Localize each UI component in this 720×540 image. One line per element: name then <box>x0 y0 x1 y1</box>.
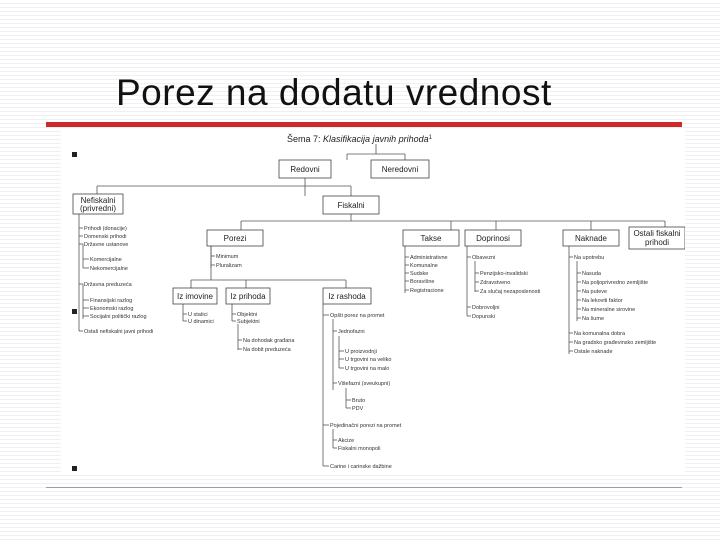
node-fiskalni-label: Fiskalni <box>337 201 365 210</box>
list-item: Ekonomski razlog <box>90 306 134 312</box>
list-item: Na poljoprivredno zemljište <box>582 280 649 286</box>
bottom-rule <box>46 487 682 488</box>
figure-caption: Šema 7: Klasifikacija javnih prihoda$^1$ <box>287 134 432 144</box>
list-item: Na šume <box>582 316 605 322</box>
list-item: Finansijski razlog <box>90 298 133 304</box>
list-item: Dopunski <box>472 314 495 320</box>
list-item: U trgovini na veliko <box>345 357 392 363</box>
node-nefiskalni-label-2: (privredni) <box>79 204 117 213</box>
list-item: Na dobit preduzeća <box>243 347 291 353</box>
node-takse-label: Takse <box>420 234 442 243</box>
list-item: Nekomercijalne <box>90 266 128 272</box>
list-item: Opšti porez na promet <box>330 313 385 319</box>
list-item: Pojedinačni porezi na promet <box>330 423 402 429</box>
list-item: Dobrovoljni <box>472 305 500 311</box>
list-item: Državna preduzeća <box>84 282 132 288</box>
bullet-marker <box>72 309 77 314</box>
classification-diagram <box>61 128 685 474</box>
title-underline <box>46 122 682 127</box>
list-item: Sudske <box>410 271 429 277</box>
list-item: Penzijsko-invalidski <box>480 271 528 277</box>
node-iz-rashoda-label: Iz rashoda <box>328 292 366 301</box>
list-item: U dinamici <box>188 319 214 325</box>
node-ostali-label: Ostali fiskalni <box>633 229 681 238</box>
node-ostali-label-2: prihodi <box>644 238 670 247</box>
list-item: Bruto <box>352 398 366 404</box>
slide-title: Porez na dodatu vrednost <box>116 72 552 113</box>
bullet-marker <box>72 466 77 471</box>
list-item: Subjektni <box>237 319 260 325</box>
list-item: Komercijalne <box>90 257 122 263</box>
list-item: Na dohodak građana <box>243 338 295 344</box>
bullet-marker <box>72 152 77 157</box>
node-iz-prihoda-label: Iz prihoda <box>230 292 266 301</box>
list-item: Na puteve <box>582 289 608 295</box>
list-item: Ostali nefiskalni javni prihodi <box>84 329 154 335</box>
classification-figure <box>61 128 685 474</box>
list-item: Registracione <box>410 288 444 294</box>
list-item: Carine i carinske dažbine <box>330 464 392 470</box>
list-item: Zdravstveno <box>480 280 511 286</box>
list-item: Jednofazni <box>338 329 365 335</box>
node-doprinosi-label: Doprinosi <box>476 234 510 243</box>
node-nefiskalni-label: Nefiskalni <box>80 196 116 205</box>
list-item: Domenski prihodi <box>84 234 127 240</box>
list-item: Državne ustanove <box>84 242 129 248</box>
list-item: Minimum <box>216 254 239 260</box>
list-item: Na upotrebu <box>574 255 605 261</box>
node-porezi-label: Porezi <box>223 234 247 243</box>
list-item: Socijalni politički razlog <box>90 314 147 320</box>
node-naknade-label: Naknade <box>574 234 608 243</box>
list-item: Višefazni (sveukupni) <box>338 381 391 387</box>
list-item: U proizvodnji <box>345 349 377 355</box>
node-neredovni-label: Neredovni <box>381 165 419 174</box>
list-item: Za slučaj nezaposlenosti <box>480 289 541 295</box>
list-item: U trgovini na malo <box>345 366 390 372</box>
list-item: Nasuda <box>582 271 601 277</box>
list-item: Na komunalna dobra <box>574 331 626 337</box>
node-redovni-label: Redovni <box>290 165 320 174</box>
list-item: Na mineralne sirovine <box>582 307 636 313</box>
list-item: Administrativne <box>410 255 448 261</box>
list-item: Prihodi (donacije) <box>84 226 127 232</box>
list-item: Boravišne <box>410 279 435 285</box>
list-item: Ostale naknade <box>574 349 613 355</box>
node-iz-imovine-label: Iz imovine <box>176 292 214 301</box>
list-item: Objektni <box>237 312 258 318</box>
list-item: Obavezni <box>472 255 496 261</box>
list-item: Akcize <box>338 438 355 444</box>
list-item: U statici <box>188 312 208 318</box>
list-item: PDV <box>352 406 364 412</box>
list-item: Fiskalni monopoli <box>338 446 381 452</box>
list-item: Pluralizam <box>216 263 242 269</box>
list-item: Na gradsko građevinsko zemljište <box>574 340 657 346</box>
list-item: Komunalne <box>410 263 438 269</box>
list-item: Na lekoviti faktor <box>582 298 623 304</box>
